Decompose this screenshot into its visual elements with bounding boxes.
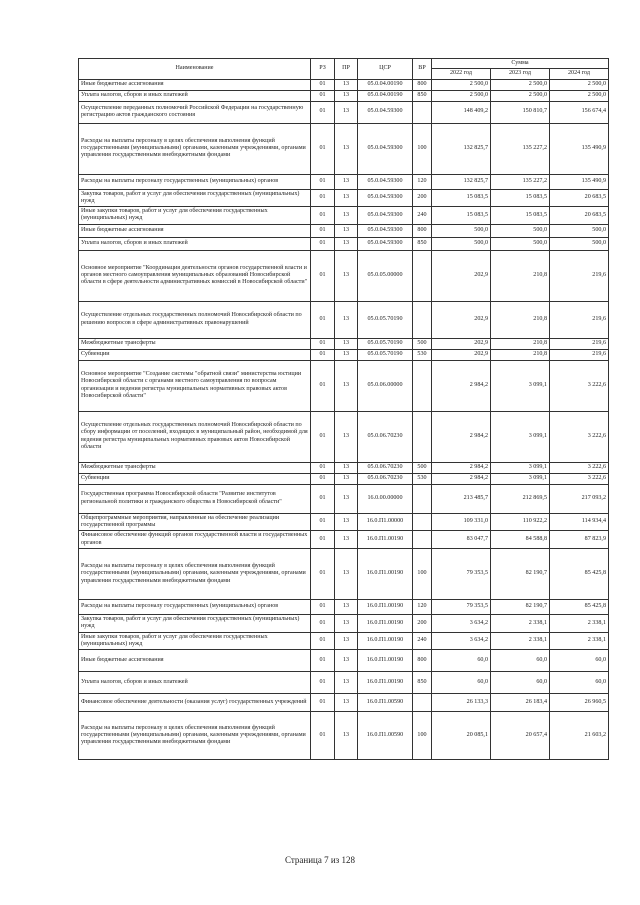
table-row [79,224,609,237]
cell-rz: 01 [311,224,335,237]
cell-csr: 16.0.П1.00190 [358,599,413,614]
cell-2022: 2 984,2 [432,411,491,462]
table-row [79,338,609,349]
cell-vr [413,411,432,462]
cell-pr: 13 [335,599,358,614]
cell-name: Основное мероприятие "Координация деятельности органов государственной власти и органов местного самоуправления муниципальных образований Новосибирской области в сфере деятельности административных комиссий в Новосибирской области" [79,250,311,301]
cell-rz: 01 [311,360,335,411]
cell-2024: 85 425,8 [550,548,609,599]
cell-2024: 135 490,9 [550,123,609,174]
cell-rz: 01 [311,531,335,549]
cell-2023: 210,8 [491,349,550,360]
table-row [79,513,609,531]
table-body [79,79,609,760]
cell-2023: 210,8 [491,301,550,338]
cell-2024: 60,0 [550,650,609,672]
table-row [79,207,609,225]
cell-pr: 13 [335,349,358,360]
table-row [79,473,609,484]
cell-2022: 213 485,7 [432,484,491,513]
table-row [79,548,609,599]
cell-name: Субвенции [79,473,311,484]
cell-name: Иные бюджетные ассигнования [79,79,311,90]
cell-2022: 3 634,2 [432,632,491,650]
cell-rz: 01 [311,694,335,712]
cell-2023: 210,8 [491,338,550,349]
cell-2023: 2 338,1 [491,614,550,632]
cell-2022: 109 331,0 [432,513,491,531]
cell-name: Иные закупки товаров, работ и услуг для обеспечения государственных (муниципальных) нужд [79,632,311,650]
cell-vr: 200 [413,614,432,632]
cell-vr: 800 [413,224,432,237]
cell-rz: 01 [311,79,335,90]
cell-pr: 13 [335,531,358,549]
cell-name: Уплата налогов, сборов и иных платежей [79,672,311,694]
cell-csr: 16.0.П1.00190 [358,632,413,650]
budget-table [78,58,609,760]
cell-pr: 13 [335,650,358,672]
cell-2024: 3 222,6 [550,411,609,462]
cell-pr: 13 [335,123,358,174]
cell-name: Межбюджетные трансферты [79,462,311,473]
cell-vr [413,694,432,712]
cell-pr: 13 [335,484,358,513]
cell-pr: 13 [335,360,358,411]
cell-2022: 2 984,2 [432,473,491,484]
cell-csr: 16.0.П1.00590 [358,694,413,712]
cell-2024: 500,0 [550,237,609,250]
col-header-sum: Сумма [432,59,609,69]
cell-2023: 110 922,2 [491,513,550,531]
cell-vr: 500 [413,462,432,473]
table-row [79,650,609,672]
cell-2024: 219,6 [550,250,609,301]
cell-name: Государственная программа Новосибирской области "Развитие институтов региональной политики и гражданского общества в Новосибирской области" [79,484,311,513]
cell-pr: 13 [335,174,358,189]
cell-2024: 2 338,1 [550,614,609,632]
cell-vr [413,250,432,301]
cell-name: Расходы на выплаты персоналу государственных (муниципальных) органов [79,174,311,189]
cell-vr: 850 [413,237,432,250]
cell-pr: 13 [335,189,358,207]
cell-name: Уплата налогов, сборов и иных платежей [79,90,311,101]
cell-2023: 3 099,1 [491,473,550,484]
cell-rz: 01 [311,349,335,360]
table-row [79,189,609,207]
cell-vr [413,101,432,123]
cell-rz: 01 [311,189,335,207]
cell-2022: 79 353,5 [432,548,491,599]
col-header-year-2024: 2024 год [550,69,609,79]
cell-2024: 135 490,9 [550,174,609,189]
table-row [79,237,609,250]
cell-2024: 500,0 [550,224,609,237]
cell-2023: 84 588,8 [491,531,550,549]
cell-rz: 01 [311,101,335,123]
cell-csr: 16.0.П1.00000 [358,513,413,531]
cell-rz: 01 [311,614,335,632]
cell-2024: 21 603,2 [550,712,609,760]
cell-pr: 13 [335,301,358,338]
cell-rz: 01 [311,599,335,614]
cell-rz: 01 [311,484,335,513]
cell-2023: 82 190,7 [491,599,550,614]
cell-pr: 13 [335,237,358,250]
cell-2022: 60,0 [432,672,491,694]
cell-2023: 3 099,1 [491,411,550,462]
cell-rz: 01 [311,672,335,694]
cell-rz: 01 [311,473,335,484]
cell-vr [413,360,432,411]
cell-2023: 150 810,7 [491,101,550,123]
cell-name: Расходы на выплаты персоналу в целях обеспечения выполнения функций государственными (муниципальными) органами, казенными учреждениями, органами управления государственными внебюджетными фондами [79,123,311,174]
col-header-rz: РЗ [311,59,335,80]
cell-name: Закупка товаров, работ и услуг для обеспечения государственных (муниципальных) нужд [79,189,311,207]
cell-rz: 01 [311,548,335,599]
table-row [79,531,609,549]
cell-rz: 01 [311,411,335,462]
col-header-name: Наименование [79,59,311,80]
cell-2023: 26 183,4 [491,694,550,712]
cell-vr: 500 [413,338,432,349]
cell-2023: 500,0 [491,224,550,237]
cell-2022: 26 133,3 [432,694,491,712]
cell-name: Уплата налогов, сборов и иных платежей [79,237,311,250]
cell-2022: 500,0 [432,237,491,250]
cell-name: Закупка товаров, работ и услуг для обеспечения государственных (муниципальных) нужд [79,614,311,632]
table-row [79,632,609,650]
cell-pr: 13 [335,548,358,599]
cell-vr: 240 [413,632,432,650]
cell-pr: 13 [335,338,358,349]
cell-csr: 05.0.04.59300 [358,224,413,237]
cell-pr: 13 [335,513,358,531]
cell-name: Иные закупки товаров, работ и услуг для обеспечения государственных (муниципальных) нужд [79,207,311,225]
cell-name: Межбюджетные трансферты [79,338,311,349]
cell-pr: 13 [335,207,358,225]
table-row [79,301,609,338]
cell-2022: 2 500,0 [432,79,491,90]
cell-2023: 210,8 [491,250,550,301]
cell-csr: 16.0.00.00000 [358,484,413,513]
cell-pr: 13 [335,101,358,123]
cell-2023: 135 227,2 [491,174,550,189]
cell-2023: 20 657,4 [491,712,550,760]
cell-pr: 13 [335,411,358,462]
cell-rz: 01 [311,650,335,672]
cell-vr: 120 [413,174,432,189]
cell-2022: 15 083,5 [432,189,491,207]
cell-rz: 01 [311,712,335,760]
table-row [79,614,609,632]
cell-2023: 2 338,1 [491,632,550,650]
cell-csr: 05.0.05.70190 [358,338,413,349]
cell-vr [413,301,432,338]
cell-csr: 16.0.П1.00190 [358,672,413,694]
cell-2023: 3 099,1 [491,360,550,411]
cell-2022: 60,0 [432,650,491,672]
cell-2022: 20 085,1 [432,712,491,760]
cell-rz: 01 [311,90,335,101]
page-number: Страница 7 из 128 [285,855,355,865]
table-header-row [79,59,609,69]
cell-vr: 240 [413,207,432,225]
document-page [78,58,608,760]
cell-csr: 05.0.04.00190 [358,79,413,90]
cell-csr: 16.0.П1.00190 [358,548,413,599]
cell-2023: 500,0 [491,237,550,250]
cell-2023: 212 869,5 [491,484,550,513]
cell-pr: 13 [335,712,358,760]
cell-2023: 82 190,7 [491,548,550,599]
cell-name: Общепрограммные мероприятия, направленные на обеспечение реализации государственной программы [79,513,311,531]
cell-2024: 2 500,0 [550,90,609,101]
table-row [79,123,609,174]
cell-pr: 13 [335,224,358,237]
cell-2024: 219,6 [550,338,609,349]
cell-csr: 16.0.П1.00190 [358,650,413,672]
cell-2023: 135 227,2 [491,123,550,174]
cell-csr: 16.0.П1.00190 [358,531,413,549]
cell-name: Субвенции [79,349,311,360]
cell-2023: 15 083,5 [491,207,550,225]
cell-vr: 120 [413,599,432,614]
table-row [79,462,609,473]
cell-pr: 13 [335,632,358,650]
cell-vr: 100 [413,123,432,174]
cell-rz: 01 [311,513,335,531]
cell-name: Осуществление отдельных государственных полномочий Новосибирской области по сбору информации от поселений, входящих в муниципальный район, необходимой для ведения регистра муниципальных нормативных правовых актов Новосибирской области [79,411,311,462]
cell-2024: 219,6 [550,349,609,360]
cell-2024: 3 222,6 [550,473,609,484]
cell-2024: 87 823,9 [550,531,609,549]
cell-rz: 01 [311,237,335,250]
cell-pr: 13 [335,79,358,90]
col-header-pr: ПР [335,59,358,80]
cell-pr: 13 [335,672,358,694]
cell-csr: 05.0.05.00000 [358,250,413,301]
cell-csr: 05.0.04.59300 [358,237,413,250]
cell-2024: 3 222,6 [550,462,609,473]
cell-csr: 05.0.04.00190 [358,90,413,101]
cell-2024: 2 500,0 [550,79,609,90]
cell-csr: 05.0.06.70230 [358,473,413,484]
cell-rz: 01 [311,462,335,473]
cell-2023: 3 099,1 [491,462,550,473]
cell-vr: 800 [413,650,432,672]
cell-name: Расходы на выплаты персоналу государственных (муниципальных) органов [79,599,311,614]
cell-rz: 01 [311,301,335,338]
table-row [79,250,609,301]
cell-2022: 202,9 [432,338,491,349]
table-row [79,90,609,101]
table-row [79,672,609,694]
cell-vr [413,484,432,513]
cell-csr: 05.0.05.70190 [358,301,413,338]
table-row [79,411,609,462]
table-row [79,484,609,513]
table-row [79,101,609,123]
table-row [79,174,609,189]
cell-vr: 100 [413,548,432,599]
cell-csr: 05.0.05.70190 [358,349,413,360]
cell-csr: 05.0.04.59300 [358,174,413,189]
cell-name: Осуществление отдельных государственных полномочий Новосибирской области по решению вопросов в сфере административных правонарушений [79,301,311,338]
cell-2022: 202,9 [432,349,491,360]
cell-rz: 01 [311,123,335,174]
cell-name: Финансовое обеспечение функций органов государственной власти и государственных органов [79,531,311,549]
cell-name: Иные бюджетные ассигнования [79,224,311,237]
cell-csr: 05.0.04.59300 [358,123,413,174]
cell-2024: 26 960,5 [550,694,609,712]
cell-rz: 01 [311,250,335,301]
cell-2022: 500,0 [432,224,491,237]
cell-rz: 01 [311,632,335,650]
cell-2022: 2 500,0 [432,90,491,101]
cell-pr: 13 [335,462,358,473]
cell-2022: 2 984,2 [432,462,491,473]
cell-2023: 2 500,0 [491,90,550,101]
cell-vr: 200 [413,189,432,207]
table-row [79,349,609,360]
cell-2022: 148 409,2 [432,101,491,123]
table-row [79,79,609,90]
cell-name: Основное мероприятие "Создание системы "обратной связи" министерства юстиции Новосибирской области с органами местного самоуправления по вопросам организации и ведения регистра муниципальных нормативных правовых актов Новосибирской области" [79,360,311,411]
cell-vr [413,531,432,549]
cell-csr: 05.0.04.59300 [358,101,413,123]
cell-csr: 05.0.04.59300 [358,189,413,207]
cell-2022: 202,9 [432,301,491,338]
col-header-year-2022: 2022 год [432,69,491,79]
cell-vr: 850 [413,672,432,694]
cell-name: Расходы на выплаты персоналу в целях обеспечения выполнения функций государственными (муниципальными) органами, казенными учреждениями, органами управления государственными внебюджетными фондами [79,712,311,760]
table-row [79,712,609,760]
cell-2024: 3 222,6 [550,360,609,411]
cell-vr: 850 [413,90,432,101]
cell-pr: 13 [335,473,358,484]
cell-vr [413,513,432,531]
cell-2023: 2 500,0 [491,79,550,90]
cell-name: Финансовое обеспечение деятельности (оказания услуг) государственных учреждений [79,694,311,712]
cell-csr: 05.0.04.59300 [358,207,413,225]
cell-csr: 05.0.06.70230 [358,411,413,462]
cell-2024: 20 683,5 [550,207,609,225]
cell-2022: 132 825,7 [432,174,491,189]
cell-2024: 20 683,5 [550,189,609,207]
cell-2022: 2 984,2 [432,360,491,411]
cell-pr: 13 [335,694,358,712]
col-header-vr: ВР [413,59,432,80]
cell-2024: 85 425,8 [550,599,609,614]
table-row [79,599,609,614]
cell-vr: 100 [413,712,432,760]
cell-2022: 79 353,5 [432,599,491,614]
cell-name: Иные бюджетные ассигнования [79,650,311,672]
table-row [79,360,609,411]
cell-rz: 01 [311,338,335,349]
cell-2023: 60,0 [491,650,550,672]
cell-pr: 13 [335,90,358,101]
cell-2022: 202,9 [432,250,491,301]
cell-pr: 13 [335,614,358,632]
cell-csr: 16.0.П1.00190 [358,614,413,632]
cell-name: Расходы на выплаты персоналу в целях обеспечения выполнения функций государственными (муниципальными) органами, казенными учреждениями, органами управления государственными внебюджетными фондами [79,548,311,599]
cell-2023: 15 083,5 [491,189,550,207]
cell-csr: 05.0.06.70230 [358,462,413,473]
cell-2023: 60,0 [491,672,550,694]
cell-2024: 2 338,1 [550,632,609,650]
cell-2024: 114 934,4 [550,513,609,531]
table-row [79,694,609,712]
cell-csr: 16.0.П1.00590 [358,712,413,760]
cell-vr: 530 [413,349,432,360]
cell-2024: 219,6 [550,301,609,338]
cell-name: Осуществление переданных полномочий Российской Федерации на государственную регистрацию актов гражданского состояния [79,101,311,123]
cell-2022: 83 047,7 [432,531,491,549]
cell-rz: 01 [311,207,335,225]
cell-2022: 15 083,5 [432,207,491,225]
col-header-csr: ЦСР [358,59,413,80]
cell-vr: 530 [413,473,432,484]
col-header-year-2023: 2023 год [491,69,550,79]
cell-2024: 217 093,2 [550,484,609,513]
cell-2022: 132 825,7 [432,123,491,174]
cell-2024: 60,0 [550,672,609,694]
cell-2022: 3 634,2 [432,614,491,632]
cell-pr: 13 [335,250,358,301]
cell-rz: 01 [311,174,335,189]
cell-vr: 800 [413,79,432,90]
cell-csr: 05.0.06.00000 [358,360,413,411]
cell-2024: 156 674,4 [550,101,609,123]
